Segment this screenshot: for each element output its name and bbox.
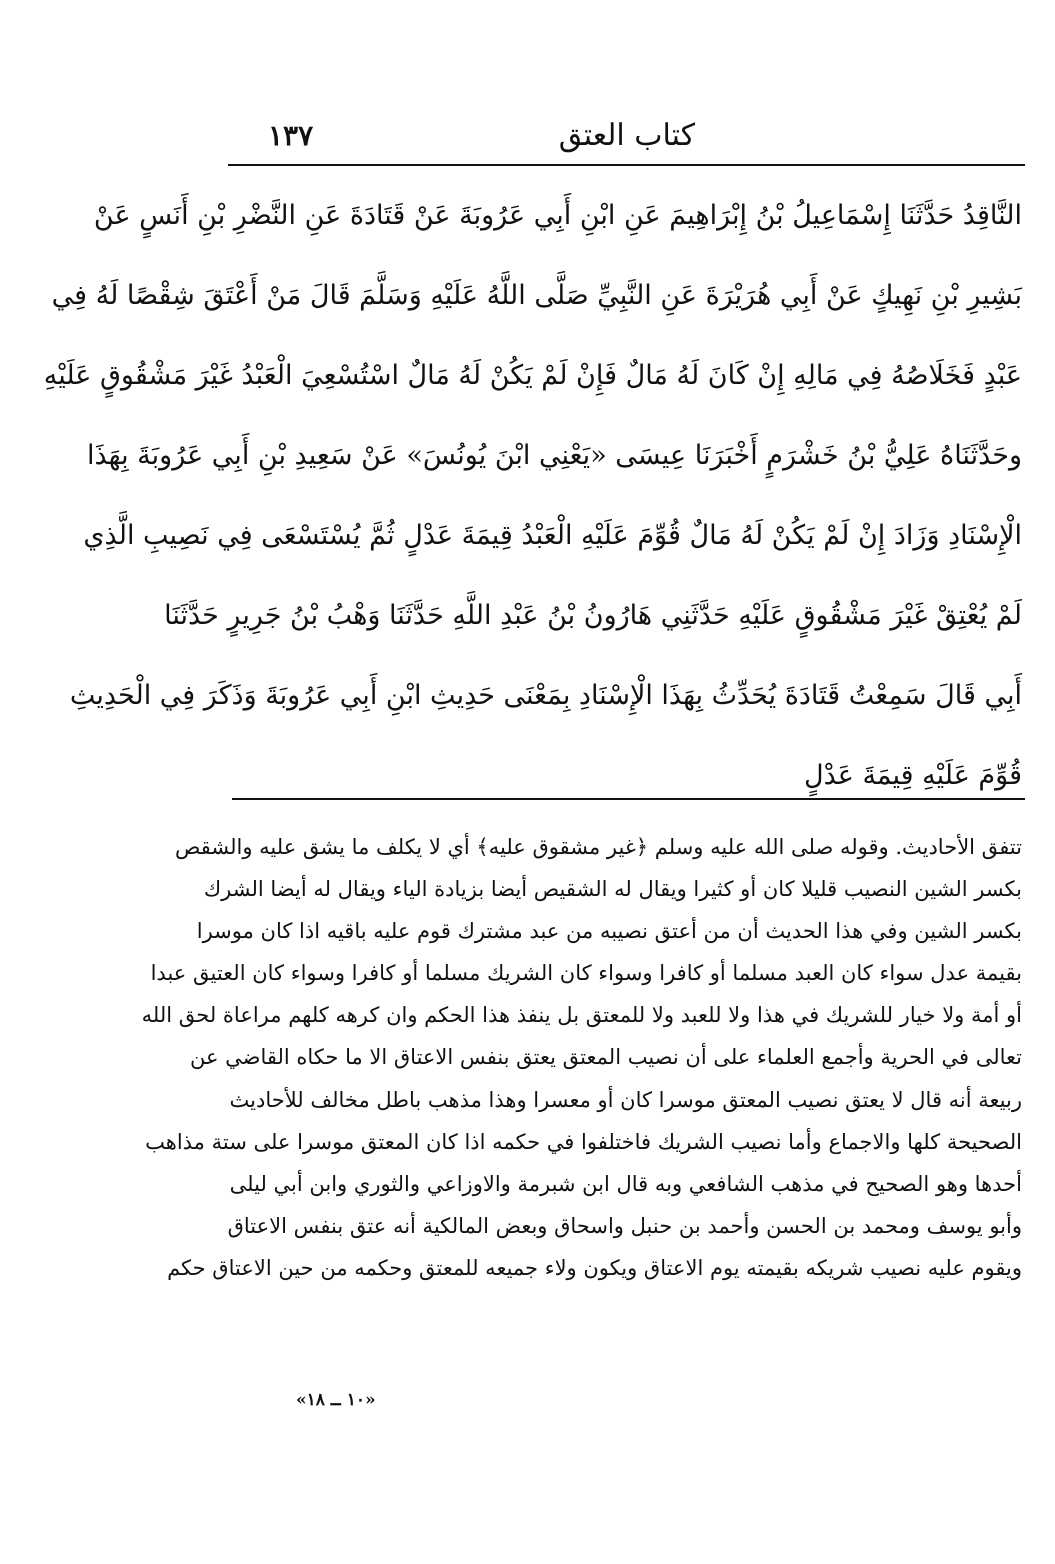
commentary-line: بكسر الشين وفي هذا الحديث أن من أعتق نصيبه من عبد مشترك قوم عليه باقيه اذا كان موسرا: [196, 919, 1022, 944]
hadith-line: لَمْ يُعْتِقْ غَيْرَ مَشْقُوقٍ عَلَيْهِ حَدَّثَنِي هَارُونُ بْنُ عَبْدِ اللَّهِ حَدَّثَنَا وَهْبُ بْنُ جَرِيرٍ حَدَّثَنَا: [164, 600, 1022, 631]
commentary-line: بقيمة عدل سواء كان العبد مسلما أو كافرا وسواء كان الشريك مسلما أو كافرا وسواء كان العتيق عبدا: [150, 961, 1022, 986]
commentary-line: ويقوم عليه نصيب شريكه بقيمته يوم الاعتاق ويكون ولاء جميعه للمعتق وحكمه من حين الاعتاق حكم: [167, 1255, 1022, 1280]
hadith-line: الْإِسْنَادِ وَزَادَ إِنْ لَمْ يَكُنْ لَهُ مَالٌ قُوِّمَ عَلَيْهِ الْعَبْدُ قِيمَةَ عَدْلٍ ثُمَّ يُسْتَسْعَى فِي نَصِيبِ الَّذِي: [83, 520, 1022, 551]
hadith-line: بَشِيرِ بْنِ نَهِيكٍ عَنْ أَبِي هُرَيْرَةَ عَنِ النَّبِيِّ صَلَّى اللَّهُ عَلَيْهِ وَسَلَّمَ قَالَ مَنْ أَعْتَقَ شِقْصًا لَهُ فِي: [51, 280, 1022, 311]
page-number: ١٣٧: [268, 119, 314, 152]
commentary-text: [141, 826, 1022, 1289]
commentary-line: بكسر الشين النصيب قليلا كان أو كثيرا ويقال له الشقيص أيضا بزيادة الياء ويقال له أيضا الشرك: [203, 877, 1022, 902]
hadith-line: عَبْدٍ فَخَلَاصُهُ فِي مَالِهِ إِنْ كَانَ لَهُ مَالٌ فَإِنْ لَمْ يَكُنْ لَهُ مَالٌ اسْتُسْعِيَ الْعَبْدُ غَيْرَ مَشْقُوقٍ عَلَيْهِ: [43, 360, 1022, 391]
commentary-line: أو أمة ولا خيار للشريك في هذا ولا للعبد ولا للمعتق بل ينفذ هذا الحكم وان كرهه كلهم مراعاة لحق الله: [141, 1003, 1022, 1028]
commentary-line: الصحيحة كلها والاجماع وأما نصيب الشريك فاختلفوا في حكمه اذا كان المعتق موسرا على ستة مذاهب: [145, 1129, 1022, 1154]
commentary-line: أحدها وهو الصحيح في مذهب الشافعي وبه قال ابن شبرمة والاوزاعي والثوري وابن أبي ليلى: [229, 1171, 1022, 1196]
hadith-text: [43, 176, 1022, 816]
chapter-title: كتاب العتق: [558, 118, 695, 153]
header-rule: [228, 164, 1025, 166]
hadith-line: أَبِي قَالَ سَمِعْتُ قَتَادَةَ يُحَدِّثُ بِهَذَا الْإِسْنَادِ بِمَعْنَى حَدِيثِ ابْنِ أَبِي عَرُوبَةَ وَذَكَرَ فِي الْحَدِيثِ: [69, 680, 1022, 711]
printer-signature-mark: «١٠ ــ ١٨»: [296, 1390, 376, 1410]
hadith-line: قُوِّمَ عَلَيْهِ قِيمَةَ عَدْلٍ: [803, 760, 1022, 791]
commentary-line: ربيعة أنه قال لا يعتق نصيب المعتق موسرا كان أو معسرا وهذا مذهب باطل مخالف للأحاديث: [229, 1087, 1022, 1112]
commentary-line: تتفق الأحاديث. وقوله صلى الله عليه وسلم ﴿غير مشقوق عليه﴾ أي لا يكلف ما يشق عليه والشقص: [175, 835, 1022, 859]
commentary-line: تعالى في الحرية وأجمع العلماء على أن نصيب المعتق يعتق بنفس الاعتاق الا ما حكاه القاضي عن: [189, 1045, 1022, 1070]
page-header: [230, 112, 1025, 160]
hadith-line: النَّاقِدُ حَدَّثَنَا إِسْمَاعِيلُ بْنُ إِبْرَاهِيمَ عَنِ ابْنِ أَبِي عَرُوبَةَ عَنْ قَتَادَةَ عَنِ النَّضْرِ بْنِ أَنَسٍ عَنْ: [93, 200, 1022, 231]
commentary-line: وأبو يوسف ومحمد بن الحسن وأحمد بن حنبل واسحاق وبعض المالكية أنه عتق بنفس الاعتاق: [227, 1213, 1022, 1238]
commentary-separator: [232, 798, 1025, 800]
hadith-line: وحَدَّثَنَاهُ عَلِيُّ بْنُ خَشْرَمٍ أَخْبَرَنَا عِيسَى «يَعْنِي ابْنَ يُونُسَ» عَنْ سَعِيدِ بْنِ أَبِي عَرُوبَةَ بِهَذَا: [86, 440, 1022, 471]
